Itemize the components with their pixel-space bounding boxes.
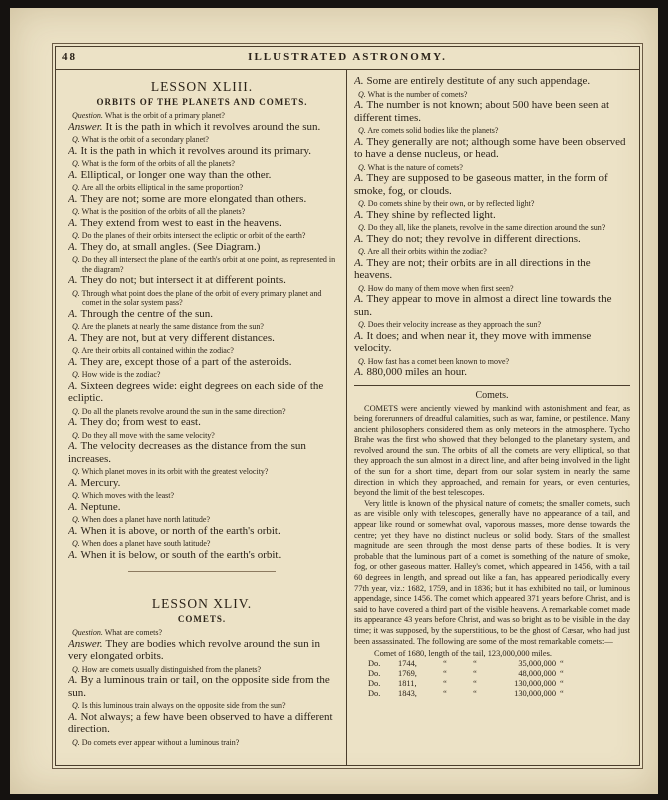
comets-paragraph-2: Very little is known of the physical nature of comets; the smaller comets, such as are visible only with telescopes, generally have no appearance of a tail, and appear like round or somewhat oval, vaporous masses, more dense towards the centre; yet they have no distinct nucleus or solid body. Stars of the smallest magnitude are seen through the most dense parts of these bodies. It is very probable that the luminous part of a comet is something of the nature of smoke, fog, or other gaseous matter. Halley's comet, which appeared in 1456, with a tail 60 degrees in length, and spread out like a fan, has appeared periodically every 77th year, viz.: 1682, 1759, and in 1836; but it has exhibited no tail, or luminous appendage, since 1456. The comet which appeared 371 years before Christ, and is said to have covered a third part of the visible heavens. A remarkable comet made its appearance 43 years before Christ, and was so bright as to be visible in the day time; it was supposed, by the superstitious, to be the ghost of Cæsar, who had just been assassinated. The following are some of the most remarkable comets:— [354, 498, 630, 646]
answer-text: Mercury. [80, 476, 121, 489]
answer [68, 416, 336, 429]
table-cell: 48,000,000 [518, 669, 556, 679]
answer [68, 549, 336, 562]
answer [68, 145, 336, 158]
question-text: Do they all move with the same velocity? [81, 430, 215, 440]
answer-text: They are not; their orbits are in all directions in the heavens. [354, 256, 591, 281]
table-cell: “ [560, 669, 564, 679]
answer-label: A. [68, 379, 78, 392]
table-row [354, 679, 630, 689]
answer-label: A. [68, 416, 78, 428]
question-label: Q. [72, 406, 80, 416]
question-text: What is the nature of comets? [367, 162, 463, 172]
answer-label: A. [354, 256, 364, 269]
answer-label: A. [68, 674, 78, 686]
table-cell: Do. [368, 679, 381, 689]
question [354, 90, 630, 100]
question-label: Q. [72, 346, 80, 355]
question [68, 738, 336, 748]
answer [68, 193, 336, 206]
column-rule [346, 70, 347, 765]
table-cell: 35,000,000 [518, 659, 556, 669]
question-label: Q. [358, 126, 366, 135]
answer-text: They do not; but intersect it at different points. [80, 274, 286, 286]
question [68, 289, 336, 308]
question-text: Do the planes of their orbits intersect the ecliptic or orbit of the earth? [81, 231, 306, 240]
question-label: Q. [358, 199, 366, 208]
question [354, 320, 630, 330]
question-label: Q. [72, 288, 80, 298]
table-cell: 1769, [398, 669, 417, 679]
answer [354, 330, 630, 355]
question-label: Q. [72, 539, 80, 548]
question-text: Are the planets at nearly the same distance from the sun? [81, 322, 264, 331]
question-text: How are comets usually distinguished from the planets? [81, 664, 262, 674]
question-text: What is the orbit of a primary planet? [104, 111, 225, 120]
table-cell: “ [443, 679, 447, 689]
answer-text: It is the path in which it revolves around its primary. [80, 144, 312, 157]
question-label: Q. [358, 247, 366, 256]
question-text: Are all their orbits within the zodiac? [367, 247, 487, 256]
table-cell: “ [560, 689, 564, 699]
question-text: Is this luminous train always on the opposite side from the sun? [81, 701, 286, 710]
answer-label: A. [68, 710, 78, 723]
question [354, 199, 630, 209]
question-label: Question. [72, 111, 103, 120]
answer-text: They are bodies which revolve around the sun in very elongated orbits. [68, 637, 320, 662]
answer [68, 380, 336, 405]
question-text: Do they all, like the planets, revolve in the same direction around the sun? [367, 223, 606, 232]
page-frame [55, 46, 640, 766]
answer-label: A. [68, 168, 78, 181]
answer [354, 99, 630, 124]
answer-label: A. [354, 232, 364, 245]
question [354, 223, 630, 233]
question [68, 255, 336, 274]
question [68, 407, 336, 417]
answer-label: Answer. [68, 637, 103, 650]
right-column [354, 75, 630, 763]
answer-label: A. [68, 144, 78, 157]
answer-label: A. [354, 208, 364, 221]
table-cell: 130,000,000 [514, 679, 556, 689]
answer-text: Some are entirely destitute of any such appendage. [366, 75, 591, 87]
comets-section-title: Comets. [475, 389, 509, 401]
question-text: Do comets shine by their own, or by reflected light? [367, 199, 535, 208]
answer [354, 293, 630, 318]
table-first-row: Comet of 1680, length of the tail, 123,000,000 miles. [374, 649, 552, 659]
question-text: Does their velocity increase as they approach the sun? [367, 320, 542, 329]
right-qa [354, 75, 630, 379]
answer-text: By a luminous train or tail, on the opposite side from the sun. [68, 674, 330, 699]
answer-text: Through the centre of the sun. [80, 307, 214, 320]
answer [68, 121, 336, 134]
answer-text: They extend from west to east in the heavens. [80, 216, 282, 229]
answer [68, 525, 336, 538]
table-cell: 1843, [398, 689, 417, 699]
page-number: 48 [62, 51, 77, 63]
question-text: Are all the orbits elliptical in the same proportion? [81, 183, 244, 192]
running-title: ILLUSTRATED ASTRONOMY. [248, 51, 447, 63]
answer-label: A. [68, 548, 78, 561]
answer-label: Answer. [68, 120, 103, 133]
lesson-43-title: LESSON XLIII. [150, 79, 254, 94]
question [68, 431, 336, 441]
question-text: Do comets ever appear without a luminous train? [81, 737, 240, 747]
question [68, 207, 336, 217]
question-text: What is the orbit of a secondary planet? [81, 135, 209, 144]
answer [354, 233, 630, 246]
table-rows [354, 659, 630, 699]
question [68, 370, 336, 380]
answer [68, 308, 336, 321]
answer-label: A. [68, 240, 78, 253]
answer-text: They shine by reflected light. [366, 208, 496, 221]
answer-label: A. [354, 172, 364, 184]
question [354, 163, 630, 173]
question [68, 701, 336, 711]
comet-tail-table [354, 649, 630, 699]
answer-label: A. [68, 192, 78, 205]
answer [354, 209, 630, 222]
question-text: Through what point does the plane of the orbit of every primary planet and comet in the solar system pass? [81, 288, 322, 307]
answer-label: A. [354, 366, 364, 378]
table-cell: “ [443, 659, 447, 669]
question [354, 284, 630, 294]
question-label: Q. [72, 135, 80, 144]
table-cell: “ [443, 689, 447, 699]
question [68, 183, 336, 193]
comets-paragraph-1: COMETS were anciently viewed by mankind with astonishment and fear, as being forerunners of dreadful calamities, such as war, famine, or pestilence. Many ancient philosophers considered them as only meteors in the atmosphere. Tycho Brahe was the first who showed that they belonged to the planetary system, and revolved around the sun. The orbits of all the comets are very elliptical, so that they approach the sun almost in a direct line, and after being involved in the light of the sun for a short time, depart from our solar system in nearly the same direction in which they approached, and remain for years, or even centuries, beyond the limit of the best telescopes. [354, 403, 630, 498]
answer-label: A. [68, 500, 78, 513]
question [68, 231, 336, 241]
answer [68, 477, 336, 490]
question-text: What is the number of comets? [367, 89, 468, 99]
question-label: Q. [72, 183, 80, 192]
answer-text: Elliptical, or longer one way than the other. [80, 168, 272, 181]
question-text: When does a planet have south latitude? [81, 539, 211, 548]
answer [68, 169, 336, 182]
question-text: How wide is the zodiac? [81, 370, 161, 379]
answer-label: A. [68, 274, 78, 286]
header-rule [56, 69, 639, 70]
question-label: Q. [72, 255, 80, 264]
question-text: Are their orbits all contained within the zodiac? [81, 346, 234, 355]
table-cell: “ [560, 679, 564, 689]
answer-text: Neptune. [80, 500, 121, 513]
answer-text: The number is not known; about 500 have been seen at different times. [354, 99, 610, 124]
answer [354, 257, 630, 282]
question [68, 467, 336, 477]
question-label: Q. [358, 162, 366, 172]
answer-text: They are not; some are more elongated than others. [80, 192, 307, 205]
question [68, 111, 336, 121]
question [68, 135, 336, 145]
lesson-divider [128, 571, 276, 588]
answer-text: Not always; a few have been observed to have a different direction. [68, 710, 333, 735]
lesson-44-subtitle: COMETS. [177, 614, 227, 624]
question-label: Q. [72, 231, 80, 240]
question-text: How fast has a comet been known to move? [367, 356, 510, 366]
answer-text: They do; from west to east. [80, 416, 201, 428]
answer [354, 75, 630, 88]
answer [68, 241, 336, 254]
answer-label: A. [354, 135, 364, 148]
lesson-44-title: LESSON XLIV. [151, 596, 253, 611]
answer-text: They are not, but at very different distances. [80, 331, 275, 344]
question-text: How do many of them move when first seen? [367, 283, 514, 293]
table-cell: “ [473, 659, 477, 669]
answer-text: They do, at small angles. (See Diagram.) [80, 240, 261, 253]
table-cell: Do. [368, 659, 381, 669]
table-cell: “ [443, 669, 447, 679]
page-sheet [10, 8, 658, 794]
table-cell: Do. [368, 689, 381, 699]
question-label: Q. [72, 322, 80, 331]
question [68, 665, 336, 675]
answer-label: A. [68, 440, 78, 452]
table-cell: “ [473, 679, 477, 689]
question-label: Q. [358, 89, 366, 99]
table-row [354, 659, 630, 669]
question-text: Do all the planets revolve around the sun in the same direction? [81, 406, 286, 416]
question [68, 159, 336, 169]
answer-label: A. [68, 524, 78, 537]
running-head [56, 51, 639, 69]
answer [354, 366, 630, 379]
question-label: Q. [72, 207, 80, 216]
question [68, 628, 336, 638]
answer-label: A. [68, 476, 78, 489]
answer-text: 880,000 miles an hour. [366, 366, 468, 378]
question [354, 247, 630, 257]
question-label: Q. [358, 223, 366, 232]
question [354, 126, 630, 136]
table-cell: Do. [368, 669, 381, 679]
answer-text: It is the path in which it revolves around the sun. [105, 120, 321, 133]
answer-text: The velocity decreases as the distance from the sun increases. [68, 440, 306, 465]
question-label: Q. [72, 701, 80, 710]
question-text: Do they all intersect the plane of the earth's orbit at one point, as represented in the diagram? [81, 255, 336, 274]
question-label: Q. [358, 356, 366, 366]
lesson-43-qa [68, 111, 336, 561]
question-text: What is the position of the orbits of all the planets? [81, 207, 246, 216]
question-label: Q. [72, 430, 80, 440]
table-cell: “ [560, 659, 564, 669]
answer-label: A. [68, 331, 78, 344]
answer [68, 217, 336, 230]
answer-text: They appear to move in almost a direct line towards the sun. [354, 293, 612, 318]
table-cell: 130,000,000 [514, 689, 556, 699]
question-label: Q. [72, 467, 80, 476]
answer-text: Sixteen degrees wide: eight degrees on each side of the ecliptic. [68, 379, 324, 404]
answer-text: They do not; they revolve in different directions. [366, 232, 581, 245]
question-text: Are comets solid bodies like the planets? [367, 126, 499, 135]
question-text: Which moves with the least? [81, 491, 175, 500]
answer-text: They are, except those of a part of the asteroids. [80, 355, 292, 368]
table-cell: 1811, [398, 679, 417, 689]
answer-label: A. [354, 99, 364, 111]
answer [354, 172, 630, 197]
answer-text: When it is above, or north of the earth's orbit. [80, 524, 281, 537]
answer [68, 332, 336, 345]
answer [68, 501, 336, 514]
question-label: Q. [72, 664, 80, 674]
question-text: When does a planet have north latitude? [81, 515, 211, 524]
answer-label: A. [354, 75, 364, 87]
question-label: Question. [72, 628, 103, 637]
question-label: Q. [72, 370, 80, 379]
question [68, 491, 336, 501]
answer [68, 711, 336, 736]
answer [354, 136, 630, 161]
answer-label: A. [354, 293, 364, 305]
question-label: Q. [72, 737, 80, 747]
answer-label: A. [68, 216, 78, 229]
question [68, 515, 336, 525]
answer [68, 674, 336, 699]
question-text: Which planet moves in its orbit with the greatest velocity? [81, 467, 269, 476]
question-label: Q. [358, 320, 366, 329]
table-cell: “ [473, 669, 477, 679]
question [68, 346, 336, 356]
answer-text: It does; and when near it, they move with immense velocity. [354, 329, 592, 354]
question [68, 322, 336, 332]
left-column [68, 75, 336, 763]
answer [68, 638, 336, 663]
answer-text: When it is below, or south of the earth's orbit. [80, 548, 282, 561]
question-label: Q. [72, 491, 80, 500]
answer-label: A. [68, 307, 78, 320]
question-text: What is the form of the orbits of all the planets? [81, 159, 235, 168]
question-label: Q. [358, 283, 366, 293]
answer-text: They generally are not; although some have been observed to have a dense nucleus, or head. [354, 135, 626, 160]
table-row [354, 689, 630, 699]
answer [68, 274, 336, 287]
answer-text: They are supposed to be gaseous matter, in the form of smoke, fog, or clouds. [354, 172, 608, 197]
question-text: What are comets? [104, 628, 163, 637]
answer-label: A. [354, 329, 364, 342]
answer-label: A. [68, 355, 78, 368]
question-label: Q. [72, 159, 80, 168]
table-cell: 1744, [398, 659, 417, 669]
question [68, 539, 336, 549]
question-label: Q. [72, 515, 80, 524]
answer [68, 440, 336, 465]
table-row [354, 669, 630, 679]
question [354, 357, 630, 367]
section-rule [354, 385, 630, 386]
lesson-43-subtitle: ORBITS OF THE PLANETS AND COMETS. [96, 97, 308, 107]
table-cell: “ [473, 689, 477, 699]
answer [68, 356, 336, 369]
lesson-44-qa [68, 628, 336, 747]
